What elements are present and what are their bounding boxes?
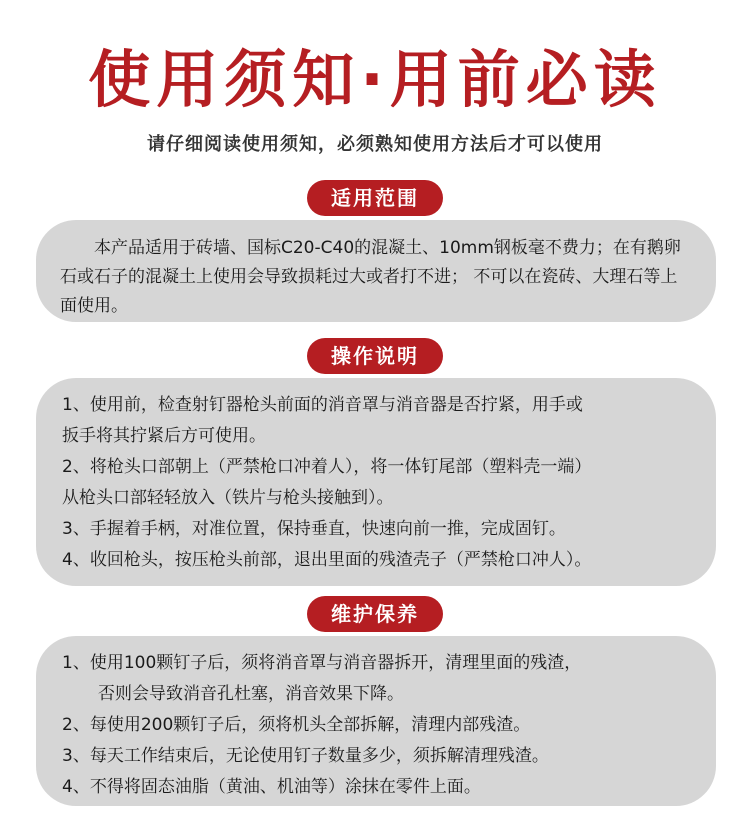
operation-line: 4、收回枪头，按压枪头前部，退出里面的残渣壳子（严禁枪口冲人）。 xyxy=(62,550,592,570)
maintenance-line: 3、每天工作结束后，无论使用钉子数量多少，须拆解清理残渣。 xyxy=(62,746,549,766)
scope-text: 本产品适用于砖墙、国标C20-C40的混凝土、10mm钢板毫不费力；在有鹅卵石或石子的混凝土上使用会导致损耗过大或者打不进； 不可以在瓷砖、大理石等上面使用。 xyxy=(60,238,681,316)
operation-line: 3、手握着手柄，对准位置，保持垂直，快速向前一推，完成固钉。 xyxy=(62,519,566,539)
operation-line: 1、使用前，检查射钉器枪头前面的消音罩与消音器是否拧紧，用手或 xyxy=(62,395,583,415)
page-title: 使用须知·用前必读 xyxy=(88,43,662,116)
maintenance-panel xyxy=(36,636,716,806)
section-header-scope: 适用范围 xyxy=(307,180,443,216)
maintenance-line: 4、不得将固态油脂（黄油、机油等）涂抹在零件上面。 xyxy=(62,777,481,797)
page-subtitle: 请仔细阅读使用须知，必须熟知使用方法后才可以使用 xyxy=(147,134,603,155)
operation-panel xyxy=(36,378,716,586)
operation-line: 扳手将其拧紧后方可使用。 xyxy=(62,426,266,446)
maintenance-line: 1、使用100颗钉子后，须将消音罩与消音器拆开，清理里面的残渣， xyxy=(62,653,582,673)
operation-line: 从枪头口部轻轻放入（铁片与枪头接触到）。 xyxy=(62,488,394,508)
maintenance-line: 否则会导致消音孔杜塞，消音效果下降。 xyxy=(98,684,404,704)
scope-panel xyxy=(36,220,716,322)
maintenance-line: 2、每使用200颗钉子后，须将机头全部拆解，清理内部残渣。 xyxy=(62,715,531,735)
operation-line: 2、将枪头口部朝上（严禁枪口冲着人），将一体钉尾部（塑料壳一端） xyxy=(62,457,592,477)
section-header-maintenance: 维护保养 xyxy=(307,596,443,632)
section-header-operation: 操作说明 xyxy=(307,338,443,374)
